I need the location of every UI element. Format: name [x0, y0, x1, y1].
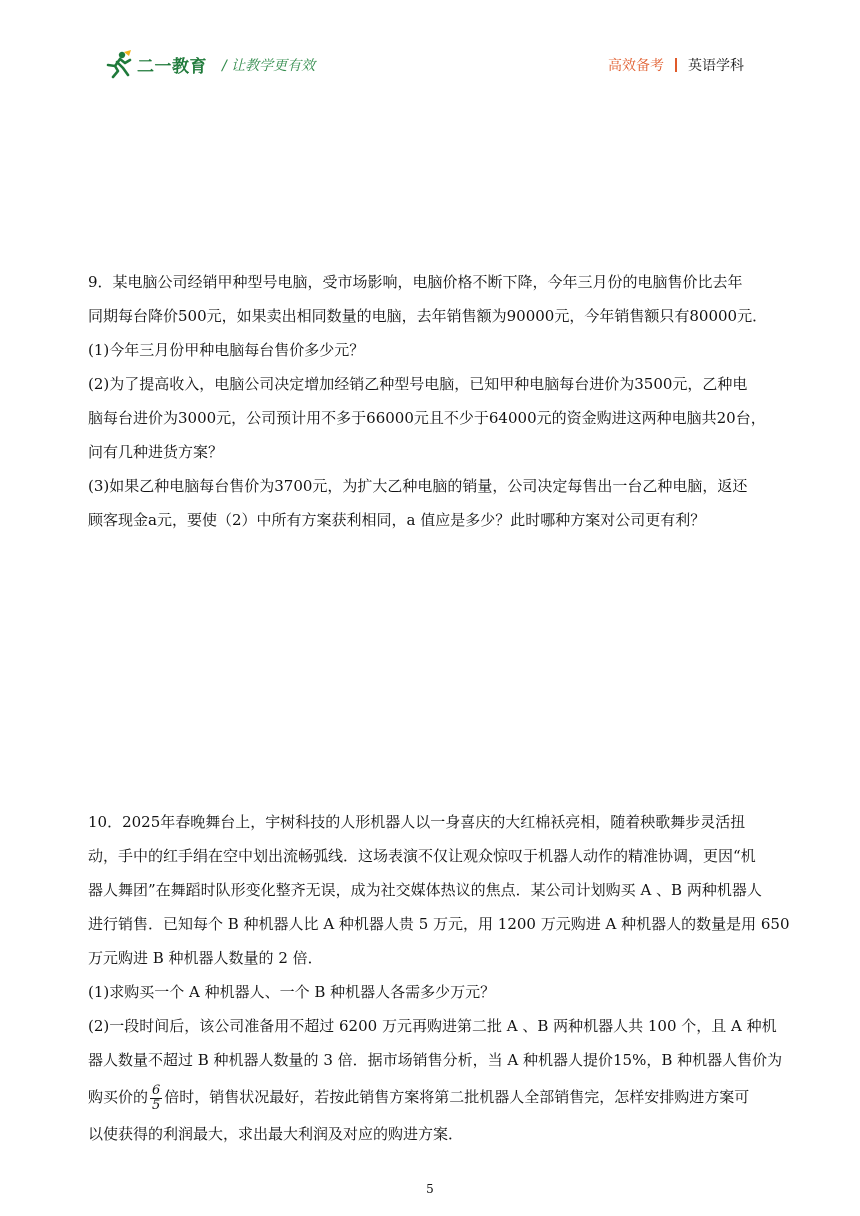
logo-text: 二一教育: [137, 56, 207, 77]
header-tag-exam: 高效备考: [608, 58, 664, 74]
page-header: [0, 0, 860, 100]
header-tag-subject: 英语学科: [688, 58, 744, 74]
q10-line: 进行销售．已知每个 B 种机器人比 A 种机器人贵 5 万元，用 1200 万元购进 A 种机器人的数量是用 650: [88, 915, 790, 933]
q10-line: 10．2025年春晚舞台上，宇树科技的人形机器人以一身喜庆的大红棉袄亮相，随着秧歌舞步灵活扭: [88, 813, 746, 831]
header-divider: [675, 58, 677, 72]
q9-line: 9．某电脑公司经销甲种型号电脑，受市场影响，电脑价格不断下降，今年三月份的电脑售价比去年: [88, 273, 743, 291]
question-10: [88, 805, 790, 1151]
fraction: [150, 1084, 162, 1113]
fraction-denominator: 5: [152, 1097, 161, 1113]
q10-frac-after: 倍时，销售状况最好，若按此销售方案将第二批机器人全部销售完，怎样安排购进方案可: [164, 1088, 750, 1106]
q9-line: 问有几种进货方案？: [88, 443, 224, 461]
q10-fraction-line: [88, 1077, 768, 1117]
slogan: / 让教学更有效: [222, 58, 316, 74]
q9-line: 脑每台进价为3000元，公司预计用不多于66000元且不少于64000元的资金购进这两种电脑共20台，: [88, 409, 766, 427]
q10-frac-before: 购买价的: [88, 1088, 149, 1106]
logo: [104, 48, 207, 80]
q9-line: (2)为了提高收入，电脑公司决定增加经销乙种型号电脑，已知甲种电脑每台进价为3500元，乙种电: [88, 375, 748, 393]
q9-line: (3)如果乙种电脑每台售价为3700元，为扩大乙种电脑的销量，公司决定每售出一台乙种电脑，返还: [88, 477, 748, 495]
q10-line: 器人数量不超过 B 种机器人数量的 3 倍．据市场销售分析，当 A 种机器人提价15%，B 种机器人售价为: [88, 1051, 783, 1069]
runner-logo-icon: [104, 49, 134, 79]
header-tags: [608, 55, 744, 75]
q9-line: (1)今年三月份甲种电脑每台售价多少元？: [88, 341, 365, 359]
q10-line: 以使获得的利润最大，求出最大利润及对应的购进方案．: [88, 1125, 464, 1143]
q10-line: (2)一段时间后，该公司准备用不超过 6200 万元再购进第二批 A 、B 两种机器人共 100 个，且 A 种机: [88, 1017, 777, 1035]
q10-line: 器人舞团”在舞蹈时队形变化整齐无误，成为社交媒体热议的焦点．某公司计划购买 A 、B 两种机器人: [88, 881, 762, 899]
question-9: [88, 265, 768, 537]
q9-line: 同期每台降价500元，如果卖出相同数量的电脑，去年销售额为90000元，今年销售额只有80000元．: [88, 307, 768, 325]
q10-line: 动，手中的红手绢在空中划出流畅弧线．这场表演不仅让观众惊叹于机器人动作的精准协调，更因“机: [88, 847, 756, 865]
q10-line: (1)求购买一个 A 种机器人、一个 B 种机器人各需多少万元？: [88, 983, 496, 1001]
q9-line: 顾客现金a元，要使（2）中所有方案获利相同，a 值应是多少？此时哪种方案对公司更有利？: [88, 511, 706, 529]
page-number: 5: [426, 1182, 434, 1196]
q10-line: 万元购进 B 种机器人数量的 2 倍．: [88, 949, 323, 967]
fraction-numerator: 6: [152, 1082, 161, 1098]
